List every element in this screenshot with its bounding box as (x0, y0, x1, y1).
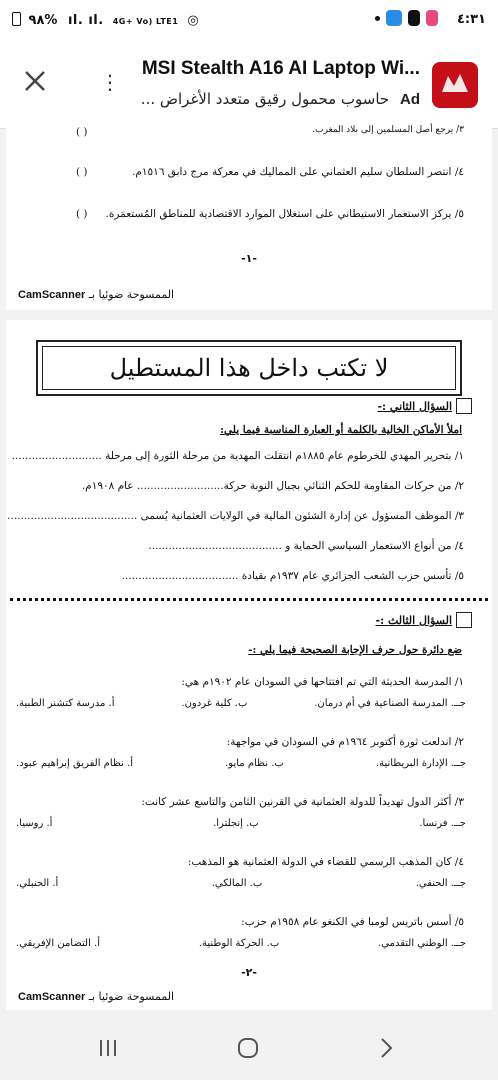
no-write-box (36, 340, 462, 396)
msi-logo-icon[interactable] (432, 62, 478, 108)
section-2-title: السؤال الثاني :- (377, 400, 452, 413)
mcq-question-5: ٥/ أسس باتريس لومبا في الكنغو عام ١٩٥٨م حزب: (241, 916, 464, 928)
option-a: أ. التضامن الإفريقي. (16, 938, 100, 949)
more-options-icon[interactable]: ⋮ (100, 70, 120, 94)
mcq-question-3: ٣/ أكثر الدول تهديداً للدولة العثمانية في القرنين الثامن والتاسع عشر كانت: (141, 796, 464, 808)
fill-question-1: ١/ بتحرير المهدي للخرطوم عام ١٨٨٥م انتقلت المهدية من مرحلة الثورة إلى مرحلة ........................... (11, 450, 464, 462)
ad-title[interactable]: MSI Stealth A16 AI Laptop Wi... (141, 58, 420, 79)
option-c: جــ. الوطني التقدمي. (378, 938, 466, 949)
ad-badge: Ad (400, 91, 420, 108)
document-page-2 (6, 320, 492, 1010)
fill-question-4: ٤/ من أنواع الاستعمار السياسي الحماية و ........................................ (148, 540, 464, 552)
option-b: ب. الحركة الوطنية. (198, 938, 280, 949)
scanner-app-name: CamScanner (18, 289, 86, 301)
notification-icons (375, 10, 438, 26)
question-4: ٤/ انتصر السلطان سليم العثماني على المماليك في معركة مرج دابق ١٥١٦م. (132, 166, 464, 178)
battery-icon (12, 12, 21, 26)
ad-subtitle[interactable] (141, 90, 420, 108)
scanner-text: الممسوحة ضوئيا بـ (88, 990, 175, 1003)
mcq-question-4: ٤/ كان المذهب الرسمي للقضاء في الدولة العثمانية هو المذهب: (187, 856, 464, 868)
question-5: ٥/ يركز الاستعمار الاستيطاني على استغلال الموارد الاقتصادية للمناطق المُستعمَرة. (105, 208, 464, 220)
back-icon[interactable] (374, 1036, 398, 1060)
section-2-instructions: املأ الأماكن الخالية بالكلمة أو العبارة المناسبة فيما يلي: (220, 424, 462, 436)
option-b: ب. المالكي. (211, 878, 263, 889)
option-a: أ. مدرسة كتشنر الطبية. (16, 698, 115, 709)
tiktok-icon (408, 10, 420, 26)
answer-paren-4: ( ) (76, 166, 88, 178)
wifi-icon: ◎ (187, 13, 200, 28)
fill-question-3: ٣/ الموظف المسؤول عن إدارة الشئون المالية في الولايات العثمانية يُسمى ....................................... (7, 510, 464, 522)
network-label: 4G+ Vo) LTE1 (112, 17, 179, 26)
page-number: -٢- (241, 966, 257, 979)
option-a: أ. الحنبلي. (16, 878, 59, 889)
ad-subtitle-text: حاسوب محمول رقيق متعدد الأغراض ... (140, 90, 390, 108)
page-number: -١- (241, 252, 257, 265)
dot-icon (375, 16, 380, 21)
option-c: جــ. الحنفي. (415, 878, 466, 889)
option-c: جــ. المدرسة الصناعية في أم درمان. (314, 698, 466, 709)
answer-paren-5: ( ) (76, 208, 88, 220)
status-bar (0, 0, 498, 40)
option-b: ب. كلية غردون. (181, 698, 248, 709)
ad-banner[interactable] (0, 40, 498, 129)
option-c: جــ. فرنسا. (419, 818, 466, 829)
mcq-options-2 (16, 758, 466, 769)
mcq-options-5 (16, 938, 466, 949)
section-divider (10, 598, 488, 601)
section-3-title: السؤال الثالث :- (375, 614, 452, 627)
status-left (12, 12, 199, 28)
signal-icon: ıl. ıl. (67, 13, 104, 28)
mcq-options-1 (16, 698, 466, 709)
option-a: أ. نظام الفريق إبراهيم عبود. (16, 758, 134, 769)
fill-question-2: ٢/ من حركات المقاومة للحكم الثنائي بجبال النوبة حركة.......................... عام ١٩٠٨م. (81, 480, 464, 492)
fill-question-5: ٥/ تأسس حزب الشعب الجزائري عام ١٩٣٧م بقيادة ................................... (121, 570, 464, 582)
answer-paren-3: ( ) (76, 126, 88, 138)
close-icon[interactable] (22, 68, 48, 94)
mcq-question-2: ٢/ اندلعت ثورة أكتوبر ١٩٦٤م في السودان في مواجهة: (226, 736, 464, 748)
mcq-options-3 (16, 818, 466, 829)
recent-apps-icon[interactable] (96, 1036, 120, 1060)
section-3-instructions: ضع دائرة حول حرف الإجابة الصحيحة فيما يلي :- (248, 644, 462, 656)
no-write-text: لا تكتب داخل هذا المستطيل (42, 346, 456, 390)
navigation-bar (0, 1010, 498, 1080)
battery-percent: ٩٨% (28, 13, 58, 28)
mcq-question-1: ١/ المدرسة الحديثة التي تم افتتاحها في السودان عام ١٩٠٢م هي: (181, 676, 464, 688)
home-icon[interactable] (236, 1036, 260, 1060)
option-b: ب. نظام مايو. (225, 758, 284, 769)
scanner-app-name: CamScanner (18, 991, 86, 1003)
app-icon-blue (386, 10, 402, 26)
score-box-3 (456, 612, 472, 628)
option-b: ب. إنجلترا. (213, 818, 259, 829)
option-a: أ. روسيا. (16, 818, 53, 829)
scanner-text: الممسوحة ضوئيا بـ (88, 288, 175, 301)
app-icon-color (426, 10, 438, 26)
document-page-1 (6, 125, 492, 310)
option-c: جــ. الإدارة البريطانية. (375, 758, 466, 769)
camscanner-footer (18, 990, 174, 1003)
camscanner-footer (18, 288, 174, 301)
question-3-partial: ٣/ يرجع أصل المسلمين إلى بلاد المغرب. (312, 125, 464, 135)
score-box-2 (456, 398, 472, 414)
mcq-options-4 (16, 878, 466, 889)
status-time: ٤:٣١ (456, 12, 486, 27)
